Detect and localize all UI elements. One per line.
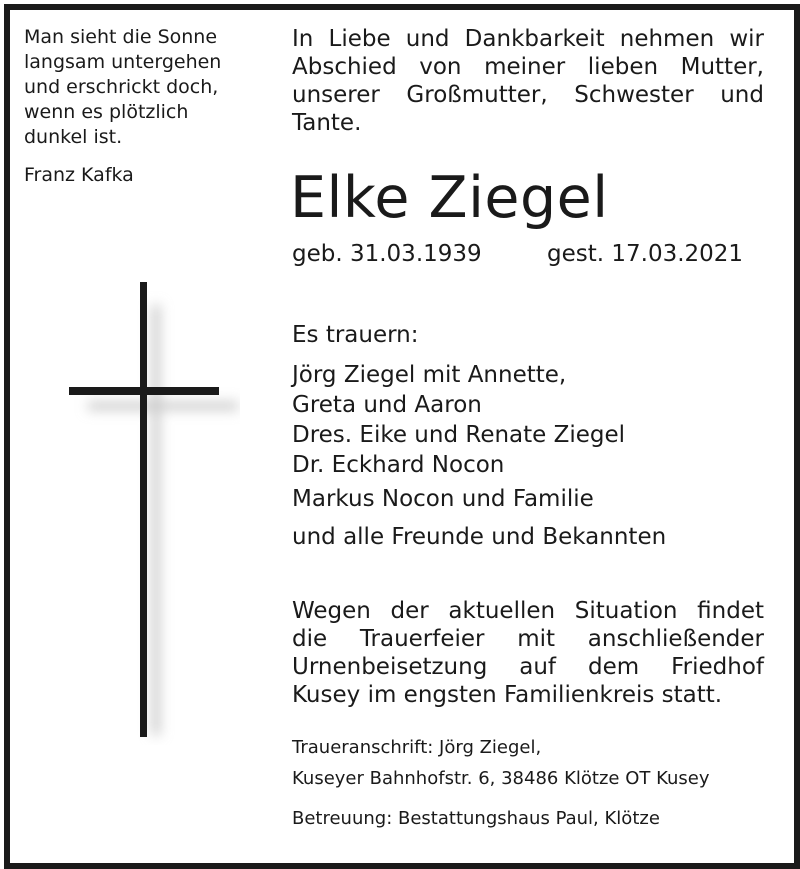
quote-line: dunkel ist. [24,126,123,148]
notice-line: Wegen der aktuellen Situation findet [292,598,764,624]
death-date: gest. 17.03.2021 [547,241,744,267]
mourners-heading: Es trauern: [292,322,419,348]
list-item: Greta und Aaron [292,392,482,418]
quote-line: und erschrickt doch, [24,76,219,98]
intro-line: Abschied von meiner lieben Mutter, [292,54,764,80]
cross-shadow [88,305,238,735]
notice-line: Urnenbeisetzung auf dem Friedhof [292,654,764,680]
list-item: Markus Nocon und Familie [292,486,594,512]
deceased-name: Elke Ziegel [290,165,609,231]
intro-line: unserer Großmutter, Schwester und [292,82,764,108]
cross-body [69,282,219,737]
mourning-address [292,732,710,794]
mourners-list [292,360,666,552]
list-item: Jörg Ziegel mit Annette, [292,362,567,388]
address-line: Kuseyer Bahnhofstr. 6, 38486 Klötze OT Kusey [292,768,710,789]
notice-line: Kusey im engsten Familienkreis statt. [292,682,723,708]
birth-date: geb. 31.03.1939 [292,241,482,267]
list-item: und alle Freunde und Bekannten [292,524,667,550]
intro-line: In Liebe und Dankbarkeit nehmen wir [292,26,764,52]
funeral-home-care: Betreuung: Bestattungshaus Paul, Klötze [292,808,660,829]
latin-cross-icon [60,275,240,745]
ceremony-notice [292,597,764,709]
intro-text [292,25,764,137]
quote-author: Franz Kafka [24,164,134,186]
quote-line: langsam untergehen [24,51,222,73]
quote-line: wenn es plötzlich [24,101,189,123]
list-item: Dr. Eckhard Nocon [292,452,505,478]
intro-line: Tante. [292,110,362,136]
list-item: Dres. Eike und Renate Ziegel [292,422,626,448]
quote-line: Man sieht die Sonne [24,26,218,48]
notice-line: die Trauerfeier mit anschließender [292,626,764,652]
kafka-quote [24,25,254,150]
cross-graphic [60,275,240,745]
address-line: Traueranschrift: Jörg Ziegel, [292,737,542,758]
